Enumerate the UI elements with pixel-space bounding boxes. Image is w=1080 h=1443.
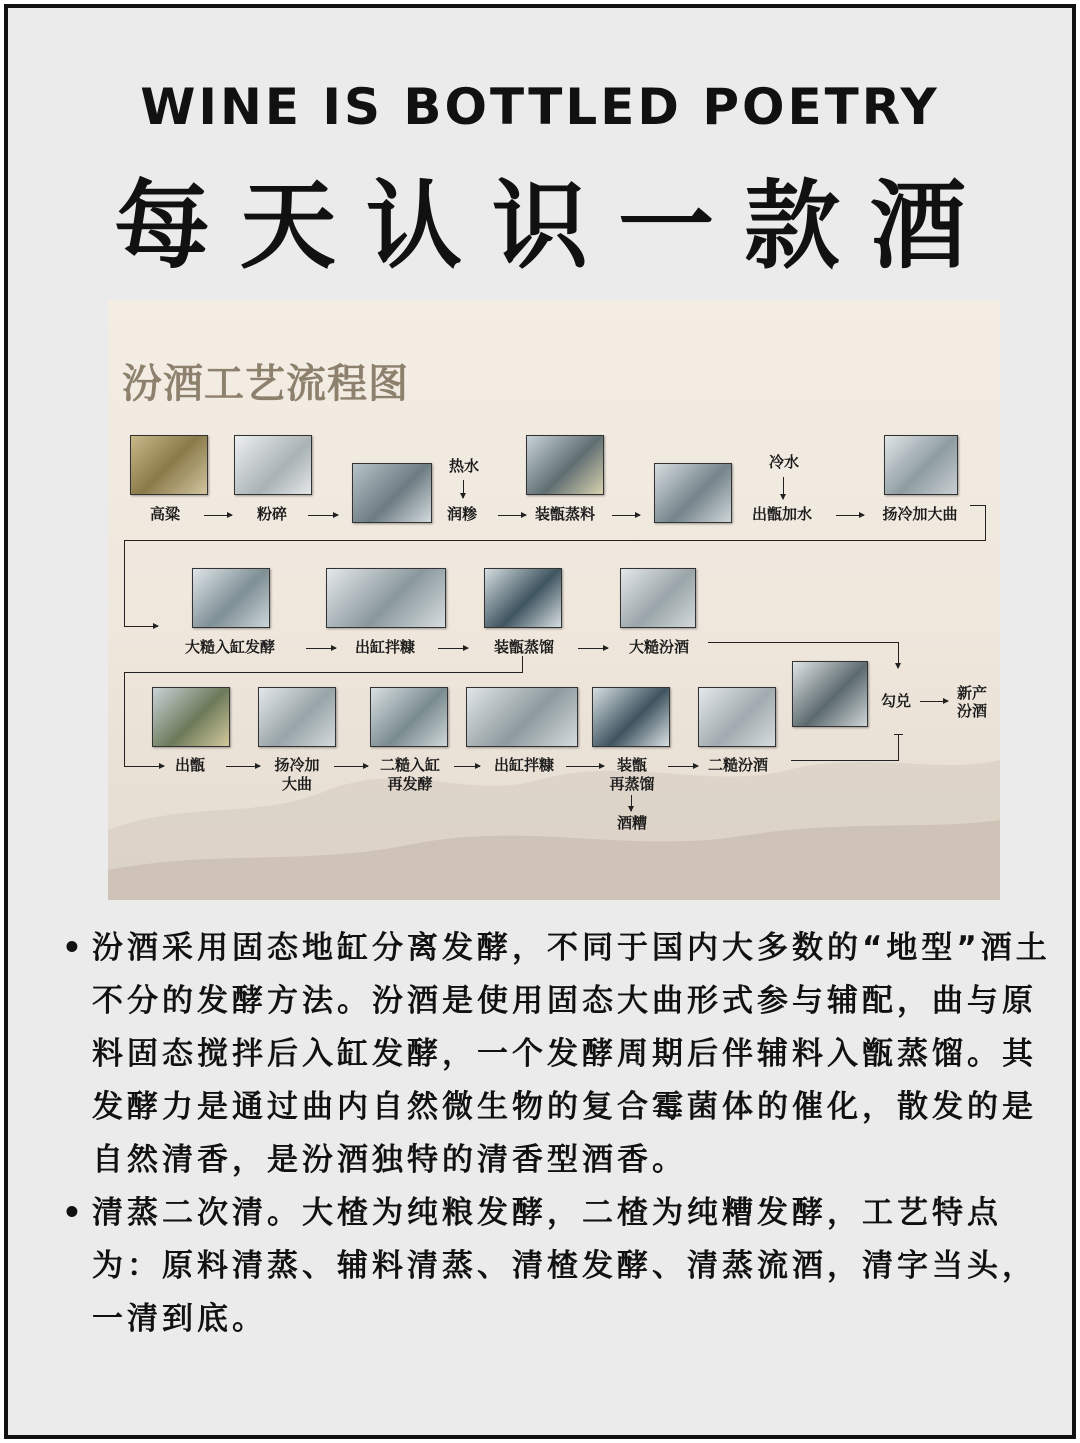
connector-r3-up — [898, 734, 899, 761]
arrow-r1-1 — [204, 515, 232, 516]
connector-r2-down — [124, 540, 125, 626]
product-line2: 汾酒 — [956, 702, 988, 720]
product-line1: 新产 — [956, 684, 988, 702]
step-second-ferment-line2: 再发酵 — [387, 775, 433, 793]
sorghum-image — [130, 435, 208, 495]
bullet-dot: • — [62, 930, 86, 966]
step-first-fermentation: 大糙入缸发酵 — [184, 638, 276, 656]
arrow-r3-5 — [668, 766, 698, 767]
arrow-to-spent-grain — [631, 795, 632, 811]
step-second-mix: 出缸拌糠 — [493, 756, 555, 774]
paragraph-1: 汾酒采用固态地缸分离发酵，不同于国内大多数的“地型”酒土不分的发酵方法。汾酒是使用固态大曲形式参与辅配，曲与原料固态搅拌后入缸发酵，一个发酵周期后伴辅料入甑蒸馏。其发酵力是通过曲内自然微生物的复合霉菌体的催化，散发的是自然清香，是汾酒独特的清香型酒香。 — [92, 930, 1051, 1178]
subtitle-en: WINE IS BOTTLED POETRY — [140, 78, 940, 136]
description — [62, 922, 1052, 1346]
step-cool-add-qu: 扬冷加大曲 — [882, 505, 958, 523]
arrow-to-product — [920, 701, 948, 702]
arrow-r3-4 — [566, 766, 604, 767]
arrow-r1-5 — [836, 515, 864, 516]
second-mixing-image — [466, 687, 578, 747]
distilling-image — [484, 568, 562, 628]
fermentation-image — [192, 568, 270, 628]
page-title: 每天认识一款酒 — [114, 170, 996, 282]
step-distill: 装甑蒸馏 — [493, 638, 555, 656]
step-unload: 出甑 — [174, 756, 206, 774]
arrow-r1-2 — [308, 515, 338, 516]
connector-r3-down — [124, 672, 125, 766]
step-cool-add-line1: 扬冷加 — [274, 756, 320, 774]
diagram-title: 汾酒工艺流程图 — [122, 360, 409, 407]
bullet-dot: • — [62, 1195, 86, 1231]
step-second-distill-line1: 装甑 — [616, 756, 648, 774]
unloading-image — [152, 687, 230, 747]
mixing-husk-image — [326, 568, 446, 628]
arrow-r3-2 — [334, 766, 368, 767]
connector-r1-right — [970, 505, 986, 506]
crushing-image — [234, 435, 312, 495]
arrow-r1-3 — [498, 515, 526, 516]
step-crushing: 粉碎 — [256, 505, 288, 523]
connector-r3-up-head — [894, 734, 903, 735]
step-second-ferment-line1: 二糙入缸 — [379, 756, 441, 774]
arrow-r1-4 — [612, 515, 640, 516]
second-cooling-image — [258, 687, 336, 747]
bullet-item-1 — [62, 922, 1052, 1187]
arrow-r3-in — [124, 766, 164, 767]
arrow-r2-2 — [438, 648, 468, 649]
connector-r3-to-blend — [791, 760, 899, 761]
second-distilling-image — [592, 687, 670, 747]
first-liquor-image — [620, 568, 696, 628]
step-sorghum: 高粱 — [149, 505, 181, 523]
second-liquor-image — [698, 687, 776, 747]
water-adding-image — [654, 463, 732, 523]
arrow-r3-1 — [226, 766, 260, 767]
arrow-r2-3 — [578, 648, 608, 649]
connector-r2-to-blend — [708, 642, 898, 643]
arrow-r2-to-blend — [898, 642, 899, 668]
moistening-image — [352, 463, 432, 523]
second-fermentation-image — [370, 687, 448, 747]
cooling-image — [884, 435, 958, 495]
step-second-distill-line2: 再蒸馏 — [609, 775, 655, 793]
hot-water-arrow — [463, 480, 464, 498]
paragraph-2: 清蒸二次清。大楂为纯粮发酵，二楂为纯糟发酵，工艺特点为：原料清蒸、辅料清蒸、清楂发酵、清蒸流酒，清字当头，一清到底。 — [92, 1195, 1037, 1337]
blending-image — [792, 661, 868, 727]
cold-water-arrow — [783, 477, 784, 499]
step-steaming: 装甑蒸料 — [534, 505, 596, 523]
connector-r1-back — [124, 540, 986, 541]
arrow-r2-in — [124, 626, 158, 627]
cold-water-label: 冷水 — [768, 453, 800, 471]
step-moistening: 润糁 — [446, 505, 478, 523]
connector-r1-down — [985, 505, 986, 541]
process-diagram — [108, 300, 1000, 900]
steaming-image — [526, 435, 604, 495]
arrow-r3-3 — [454, 766, 480, 767]
hot-water-label: 热水 — [448, 457, 480, 475]
step-blend: 勾兑 — [880, 692, 912, 710]
step-add-water: 出甑加水 — [751, 505, 813, 523]
step-first-liquor: 大糙汾酒 — [628, 638, 690, 656]
step-spent-grain: 酒糟 — [616, 814, 648, 832]
bullet-item-2 — [62, 1187, 1052, 1346]
connector-r2-back — [124, 672, 523, 673]
arrow-r2-1 — [306, 648, 336, 649]
connector-r2-split — [522, 656, 523, 672]
step-cool-add-line2: 大曲 — [281, 775, 313, 793]
step-mix-husk: 出缸拌糠 — [354, 638, 416, 656]
step-second-liquor: 二糙汾酒 — [707, 756, 769, 774]
